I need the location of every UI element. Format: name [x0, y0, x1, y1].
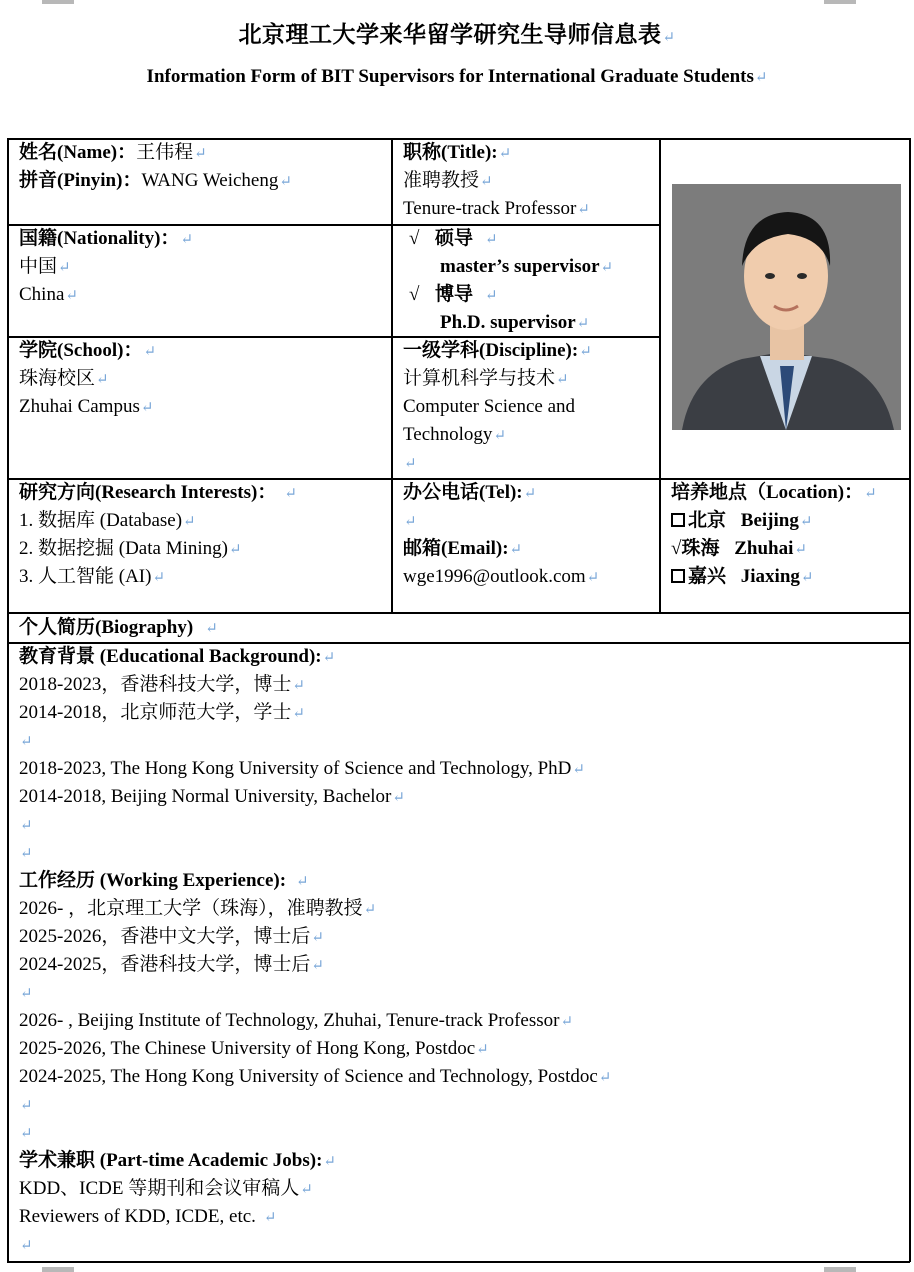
parttime-en: Reviewers of KDD, ICDE, etc.	[19, 1206, 256, 1227]
research-item: 1. 数据库 (Database)	[19, 510, 183, 531]
phd-cn: 博导	[435, 284, 474, 305]
discipline-en-1: Computer Science and	[403, 396, 576, 417]
contact-cell: 办公电话(Tel):↵ ↵ 邮箱(Email):↵ wge1996@outlook.com↵	[403, 482, 600, 587]
pinyin-label: 拼音(Pinyin)：	[19, 170, 142, 191]
nationality-en: China	[19, 284, 65, 305]
location-zhuhai-cn: 珠海	[681, 538, 720, 559]
school-label: 学院(School)：	[19, 340, 143, 361]
title-cell: 职称(Title):↵ 准聘教授↵ Tenure-track Professor↵	[403, 142, 590, 219]
page-corner-mark	[824, 0, 856, 4]
education-heading: 教育背景 (Educational Background):	[19, 646, 322, 667]
phd-check-icon[interactable]: √	[409, 284, 420, 305]
education-en-item: 2014-2018, Beijing Normal University, Bachelor	[19, 786, 392, 807]
education-cn-item: 2018-2023，香港科技大学，博士	[19, 674, 292, 695]
phd-en: Ph.D. supervisor	[440, 312, 576, 333]
name-cell: 姓名(Name)：王伟程↵ 拼音(Pinyin)：WANG Weicheng↵	[19, 142, 292, 191]
location-label: 培养地点（Location)：	[671, 482, 864, 503]
discipline-en-2: Technology	[403, 424, 493, 445]
school-cell: 学院(School)：↵ 珠海校区↵ Zhuhai Campus↵	[19, 340, 157, 417]
biography-body: 教育背景 (Educational Background):↵ 2018-2023，香港科技大学，博士↵ 2014-2018，北京师范大学，学士↵ ↵ 2018-2023, The Hong Kong University of Science and Technology, PhD↵ 2014-2018, Beijing Normal University, Bachelor↵ ↵ ↵ 工作经历 (Working Experience): ↵ 2026- ，北京理工大学（珠海），准聘教授↵ 2025-2026，香港中文大学，博士后↵ 2024-2025，香港科技大学，博士后↵ ↵ 2026- , Beijing Institute of Technology, Zhuhai, Tenure-track Professor↵ 2025-2026, The Chinese University of Hong Kong, Postdoc↵ 2024-2025, The Hong Kong University of Science and Technology, Postdoc↵ ↵ ↵ 学术兼职 (Part-time Academic Jobs):↵ KDD、ICDE 等期刊和会议审稿人↵ Reviewers of KDD, ICDE, etc. ↵ ↵	[19, 646, 612, 1254]
nationality-cell: 国籍(Nationality)：↵ 中国↵ China↵	[19, 228, 194, 305]
research-label: 研究方向(Research Interests)：	[19, 482, 277, 503]
nationality-label: 国籍(Nationality)：	[19, 228, 180, 249]
table-border	[7, 1261, 910, 1263]
location-cell: 培养地点（Location)：↵ 北京 Beijing↵ √珠海 Zhuhai↵ 嘉兴 Jiaxing↵	[671, 482, 877, 587]
research-item: 3. 人工智能 (AI)	[19, 566, 152, 587]
title-en: Tenure-track Professor	[403, 198, 577, 219]
education-cn-item: 2014-2018，北京师范大学，学士	[19, 702, 292, 723]
location-beijing-cn: 北京	[688, 510, 727, 531]
table-border	[909, 138, 911, 1262]
name-label: 姓名(Name)：	[19, 142, 137, 163]
work-en-item: 2025-2026, The Chinese University of Hong Kong, Postdoc	[19, 1038, 476, 1059]
research-cell: 研究方向(Research Interests)： ↵ 1. 数据库 (Database)↵ 2. 数据挖掘 (Data Mining)↵ 3. 人工智能 (AI)↵	[19, 482, 297, 587]
form-title-en: Information Form of BIT Supervisors for International Graduate Students↵	[146, 66, 768, 87]
supervisor-photo	[672, 184, 901, 430]
title-label: 职称(Title):	[403, 142, 498, 163]
location-jiaxing-en: Jiaxing	[740, 566, 800, 587]
location-jiaxing-checkbox[interactable]	[671, 569, 685, 583]
education-en-item: 2018-2023, The Hong Kong University of Science and Technology, PhD	[19, 758, 572, 779]
masters-en: master’s supervisor	[440, 256, 600, 277]
title-cn: 准聘教授	[403, 170, 480, 191]
page-corner-mark	[42, 0, 74, 4]
work-heading: 工作经历 (Working Experience):	[19, 870, 287, 891]
research-item: 2. 数据挖掘 (Data Mining)	[19, 538, 228, 559]
email-value[interactable]: wge1996@outlook.com	[403, 566, 586, 587]
email-label: 邮箱(Email):	[403, 538, 509, 559]
school-cn: 珠海校区	[19, 368, 96, 389]
location-zhuhai-en: Zhuhai	[734, 538, 794, 559]
work-en-item: 2026- , Beijing Institute of Technology, Zhuhai, Tenure-track Professor	[19, 1010, 560, 1031]
supervisor-type-cell: √ 硕导 ↵ master’s supervisor↵ √ 博导 ↵ Ph.D. supervisor↵	[392, 225, 659, 337]
discipline-cell: 一级学科(Discipline):↵ 计算机科学与技术↵ Computer Science and Technology↵ ↵	[403, 340, 592, 472]
parttime-heading: 学术兼职 (Part-time Academic Jobs):	[19, 1150, 323, 1171]
school-en: Zhuhai Campus	[19, 396, 140, 417]
discipline-cn: 计算机科学与技术	[403, 368, 556, 389]
work-cn-item: 2024-2025，香港科技大学，博士后	[19, 954, 311, 975]
masters-check-icon[interactable]: √	[409, 228, 420, 249]
masters-cn: 硕导	[435, 228, 474, 249]
parttime-cn: KDD、ICDE 等期刊和会议审稿人	[19, 1178, 300, 1199]
discipline-label: 一级学科(Discipline):	[403, 340, 579, 361]
form-title-cn: 北京理工大学来华留学研究生导师信息表↵	[238, 22, 676, 47]
biography-header: 个人简历(Biography) ↵	[19, 617, 218, 638]
location-jiaxing-cn: 嘉兴	[688, 566, 727, 587]
pinyin-value: WANG Weicheng	[141, 170, 279, 191]
page-corner-mark	[824, 1267, 856, 1272]
location-beijing-en: Beijing	[740, 510, 799, 531]
work-cn-item: 2026- ，北京理工大学（珠海），准聘教授	[19, 898, 363, 919]
page-corner-mark	[42, 1267, 74, 1272]
work-cn-item: 2025-2026，香港中文大学，博士后	[19, 926, 311, 947]
location-beijing-checkbox[interactable]	[671, 513, 685, 527]
nationality-cn: 中国	[19, 256, 58, 277]
name-value: 王伟程	[136, 142, 194, 163]
location-zhuhai-check-icon[interactable]: √	[671, 538, 682, 559]
work-en-item: 2024-2025, The Hong Kong University of Science and Technology, Postdoc	[19, 1066, 598, 1087]
tel-label: 办公电话(Tel):	[403, 482, 523, 503]
